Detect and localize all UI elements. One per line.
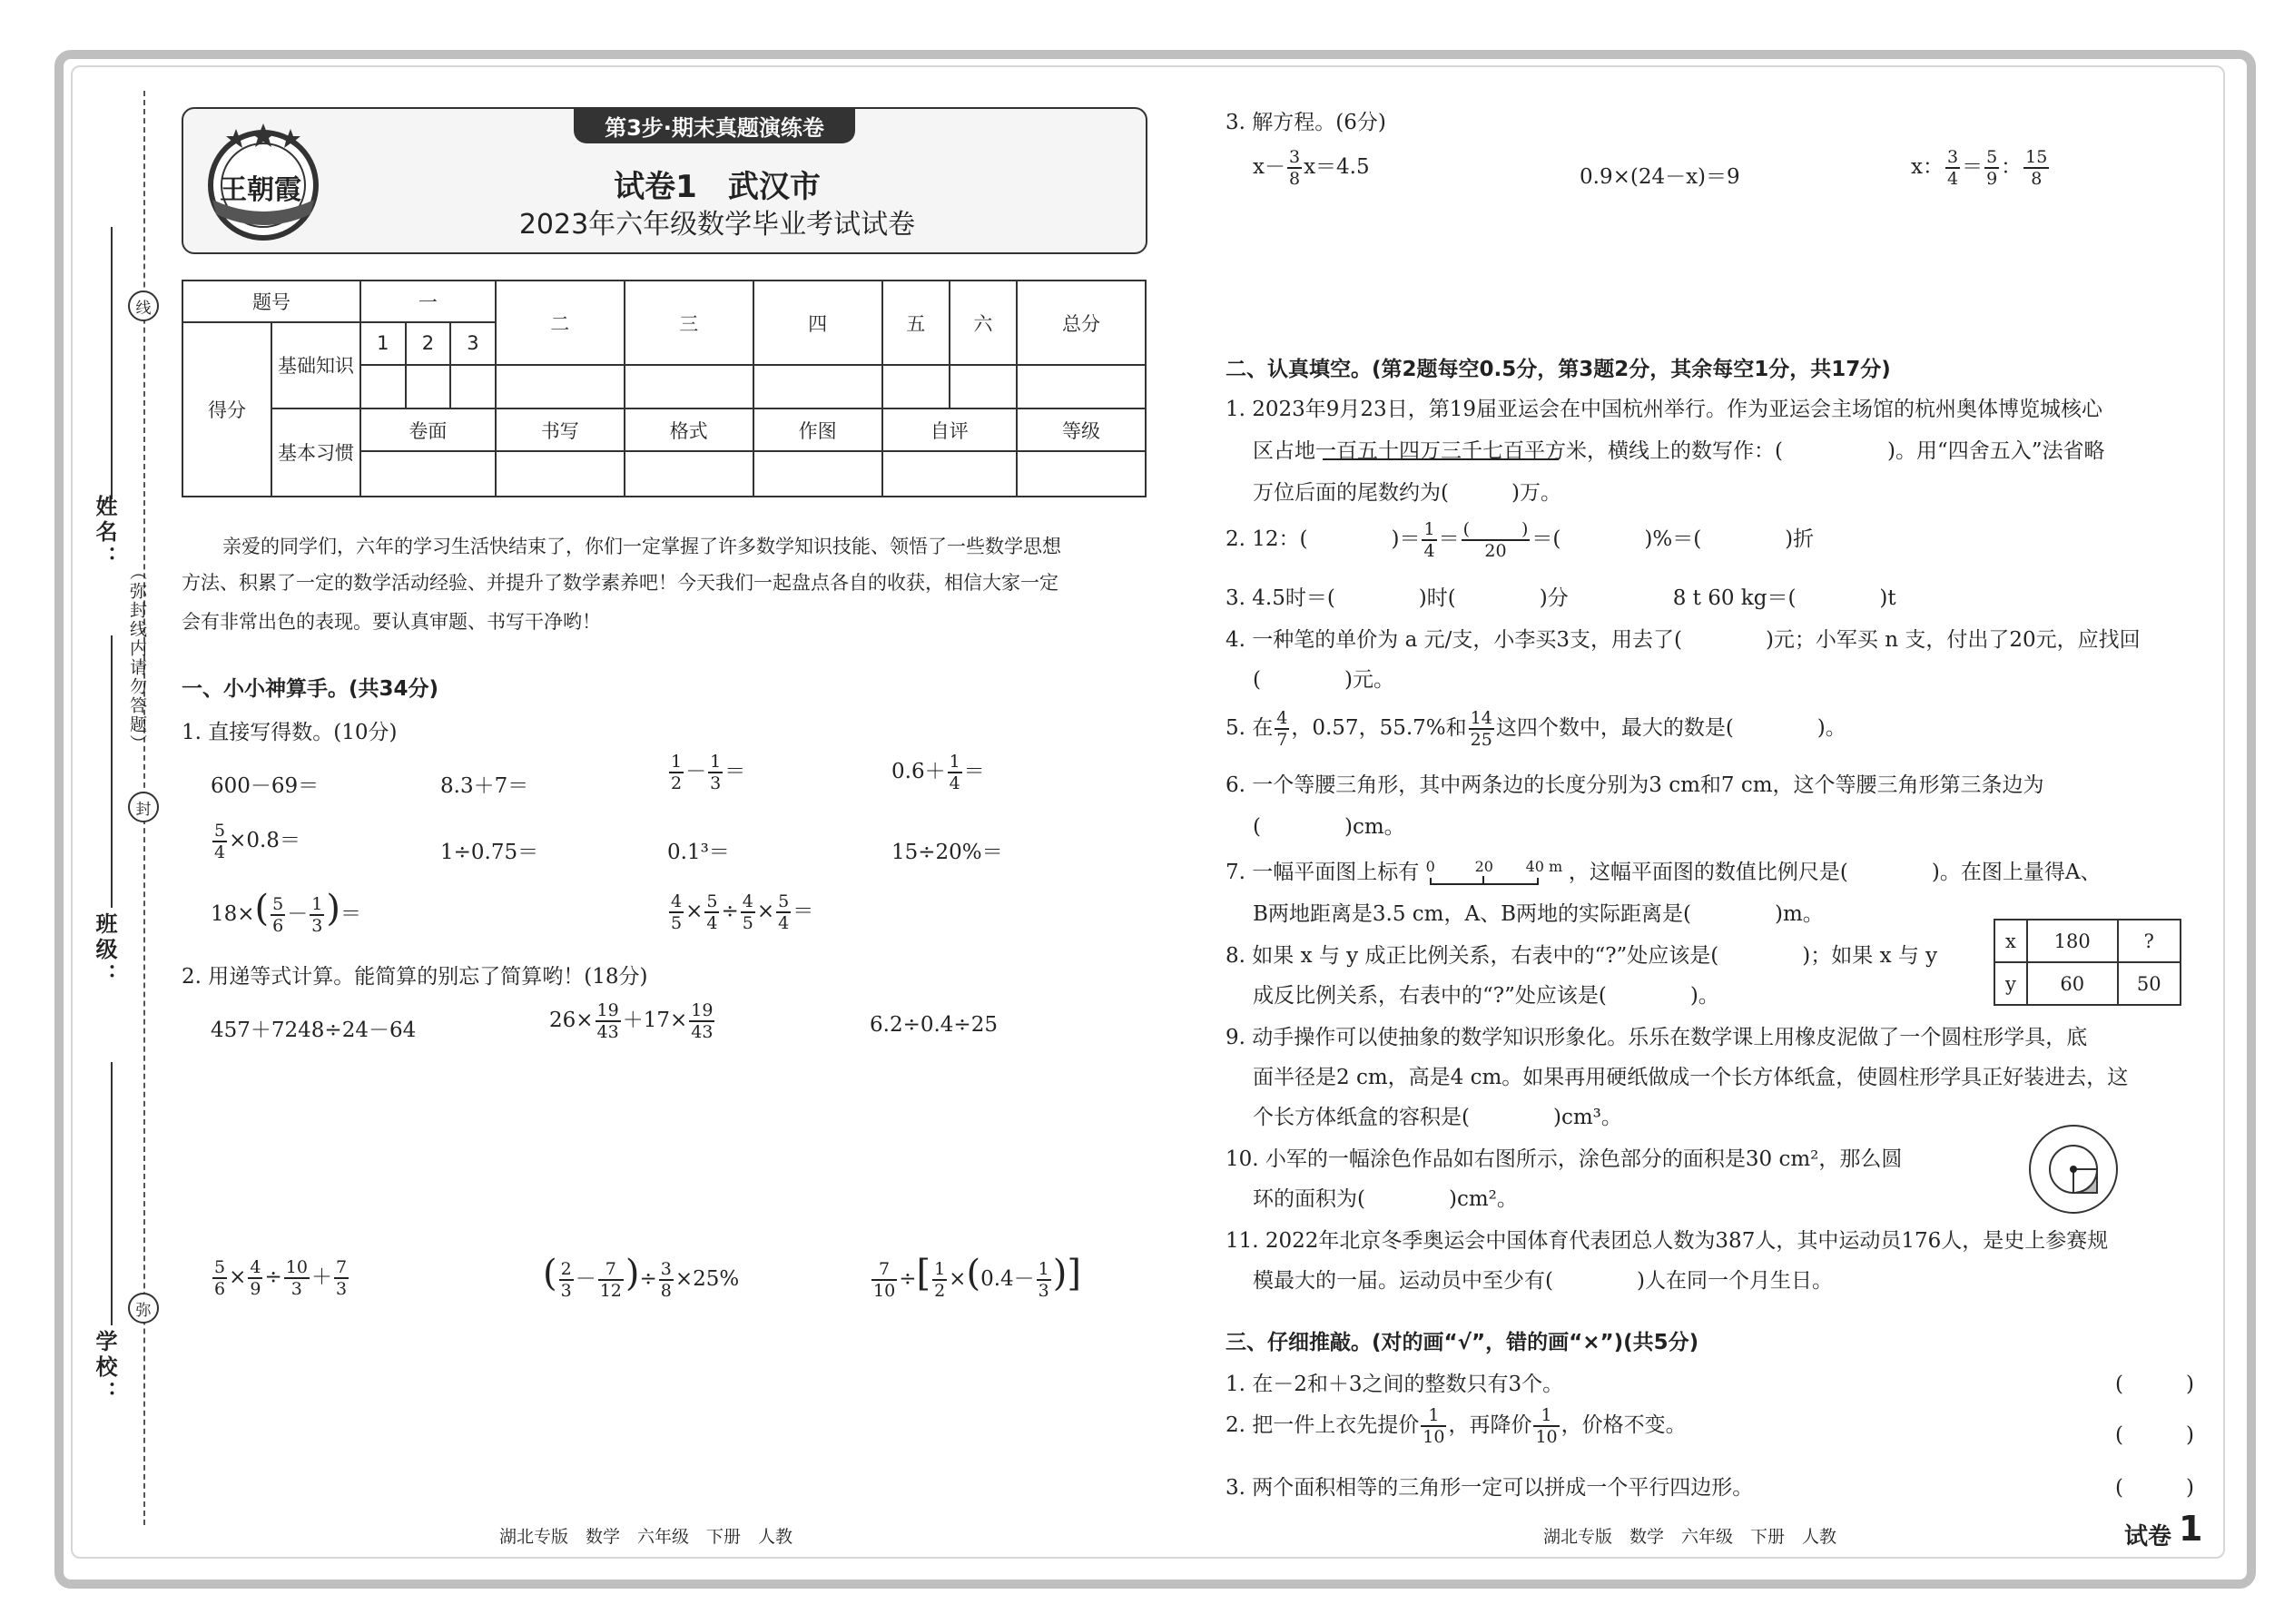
- class-label: 班级：: [92, 912, 117, 989]
- step-tag: 第3步·期末真题演练卷: [574, 107, 855, 143]
- cell-col-2: 二: [496, 281, 625, 365]
- eq-3: x： $\frac{3}{4}$ ＝ $\frac{5}{9}$ ： $\frac{15}{8}$: [1911, 147, 2048, 189]
- s1-q1-title: 1. 直接写得数。(10分): [182, 721, 398, 744]
- s2-q11-line2: 模最大的一届。运动员中至少有( )人在同一个月生日。: [1253, 1269, 1833, 1293]
- frac-7-3: $\frac{7}{3}$: [335, 1257, 348, 1299]
- school-label: 学校：: [92, 1330, 117, 1406]
- frac-5-4c: $\frac{5}{4}$: [778, 891, 790, 933]
- frac-7-12: $\frac{7}{12}$: [599, 1259, 622, 1301]
- intro-line-1: 亲爱的同学们，六年的学习生活快结束了，你们一定掌握了许多数学知识技能、领悟了一些数学思想: [222, 536, 1061, 557]
- frac-4-5b: $\frac{4}{5}$: [742, 891, 753, 933]
- score-cell[interactable]: [360, 451, 496, 497]
- s2-q2: 2. 12：( )＝ $\frac{1}{4}$ ＝ $\frac{( )}{20}$ ＝( )%＝( )折: [1226, 519, 1815, 561]
- ring-figure: [2026, 1122, 2126, 1222]
- frac-2-3: $\frac{2}{3}$: [560, 1259, 572, 1301]
- table-cell: ?: [2118, 920, 2181, 962]
- frac-5-9: $\frac{5}{9}$: [1986, 147, 1998, 189]
- s2-q4-line2: ( )元。: [1253, 668, 1394, 692]
- cell-one: 一: [360, 281, 496, 322]
- s1-q3-title: 3. 解方程。(6分): [1226, 111, 1386, 134]
- cell-col-6: 六: [950, 281, 1017, 365]
- score-cell[interactable]: [406, 365, 451, 408]
- binding-line-label: 线: [128, 290, 159, 321]
- calc2-6: $\frac{7}{10}$ ÷[ $\frac{1}{2}$ ×(0.4－ $\frac{1}{3}$ )]: [873, 1253, 1081, 1301]
- s2-q6-line2: ( )cm。: [1253, 815, 1405, 839]
- cell-tihao: 题号: [182, 281, 360, 322]
- frac-blank-20: $\frac{( )}{20}$: [1462, 519, 1529, 561]
- scale-bar: 0 20 40 m: [1426, 860, 1562, 887]
- frac-1-10b: $\frac{1}{10}$: [1535, 1405, 1558, 1447]
- frac-5-4: $\frac{5}{4}$: [214, 821, 226, 862]
- answer-paren[interactable]: ( ): [2115, 1476, 2194, 1500]
- calc2-1: 457＋7248÷24－64: [211, 1019, 417, 1042]
- cell-sub-3: 3: [450, 322, 496, 366]
- intro-line-2: 方法、积累了一定的数学活动经验、并提升了数学素养吧！今天我们一起盘点各自的收获，相信大家一定: [182, 572, 1058, 594]
- score-cell[interactable]: [450, 365, 496, 408]
- calc-4: 0.6＋ $\frac{1}{4}$ ＝: [891, 752, 985, 793]
- frac-1-3b: $\frac{1}{3}$: [311, 894, 323, 936]
- answer-paren[interactable]: ( ): [2115, 1423, 2194, 1447]
- logo-text: 王朝霞: [220, 174, 301, 206]
- frac-15-8: $\frac{15}{8}$: [2025, 147, 2048, 189]
- class-field-line[interactable]: [111, 635, 113, 908]
- table-cell: 60: [2027, 962, 2118, 1005]
- score-cell[interactable]: [496, 365, 625, 408]
- frac-5-4b: $\frac{5}{4}$: [706, 891, 718, 933]
- frac-4-7: $\frac{4}{7}$: [1276, 708, 1288, 750]
- frac-1-3: $\frac{1}{3}$: [710, 752, 722, 793]
- school-field-line[interactable]: [111, 1062, 113, 1325]
- calc2-3: 6.2÷0.4÷25: [870, 1013, 998, 1037]
- s3-q1: 1. 在－2和＋3之间的整数只有3个。: [1226, 1373, 1564, 1396]
- score-cell[interactable]: [625, 451, 753, 497]
- cell-habit-juanmian: 卷面: [360, 408, 496, 452]
- frac-1-3c: $\frac{1}{3}$: [1038, 1259, 1049, 1301]
- frac-1-10: $\frac{1}{10}$: [1423, 1405, 1445, 1447]
- s2-q8-line2: 成反比例关系，右表中的“?”处应该是( )。: [1253, 984, 1719, 1008]
- eq-1: x－ $\frac{3}{8}$ x＝4.5: [1253, 147, 1370, 189]
- score-cell[interactable]: [950, 365, 1017, 408]
- publisher-logo: [200, 118, 327, 245]
- binding-seal-label: 封: [128, 792, 159, 822]
- score-cell[interactable]: [625, 365, 753, 408]
- eq-2: 0.9×(24－x)＝9: [1580, 165, 1740, 189]
- s2-q9-line1: 9. 动手操作可以使抽象的数学知识形象化。乐乐在数学课上用橡皮泥做了一个圆柱形学具，底: [1226, 1026, 2088, 1049]
- calc2-4: $\frac{5}{6}$ × $\frac{4}{9}$ ÷ $\frac{10}{3}$ ＋ $\frac{7}{3}$: [214, 1257, 348, 1299]
- binding-mi-label: 弥: [128, 1293, 159, 1324]
- calc-10: $\frac{4}{5}$ × $\frac{5}{4}$ ÷ $\frac{4}{5}$ × $\frac{5}{4}$ ＝: [671, 891, 814, 933]
- table-cell: 50: [2118, 962, 2181, 1005]
- s2-q10-line1: 10. 小军的一幅涂色作品如右图所示，涂色部分的面积是30 cm²，那么圆: [1226, 1147, 1903, 1171]
- cell-col-5: 五: [882, 281, 950, 365]
- s2-q6-line1: 6. 一个等腰三角形，其中两条边的长度分别为3 cm和7 cm，这个等腰三角形第三条边为: [1226, 773, 2044, 797]
- binding-warning: （弥封线内请勿答题）: [127, 563, 147, 753]
- score-cell[interactable]: [753, 451, 882, 497]
- cell-habit-dengji: 等级: [1017, 408, 1146, 452]
- footer-right: 湖北专版 数学 六年级 下册 人教: [1543, 1527, 1837, 1547]
- name-field-line[interactable]: [111, 227, 113, 499]
- score-cell[interactable]: [753, 365, 882, 408]
- s2-q1-line1: 1. 2023年9月23日，第19届亚运会在中国杭州举行。作为亚运会主场馆的杭州奥体博览城核心: [1226, 398, 2102, 421]
- s2-q3: 3. 4.5时＝( )时( )分 8 t 60 kg＝( )t: [1226, 586, 1896, 610]
- s2-q1-line2: 区占地一百五十四万三千七百平方米，横线上的数写作：( )。用“四舍五入”法省略: [1253, 439, 2105, 463]
- s1-q2-title: 2. 用递等式计算。能简算的别忘了简算哟！(18分): [182, 965, 648, 989]
- s3-q2: 2. 把一件上衣先提价 $\frac{1}{10}$ ，再降价 $\frac{1}{10}$ ，价格不变。: [1226, 1405, 1687, 1447]
- exam-subtitle: 2023年六年级数学毕业考试试卷: [518, 209, 916, 241]
- s2-q7-line1: 7. 一幅平面图上标有 0 20 40 m ，这幅平面图的数值比例尺是( )。在图上量得A、: [1226, 855, 2101, 887]
- cell-habit-shuxie: 书写: [496, 408, 625, 452]
- name-label: 姓名：: [92, 495, 117, 571]
- cell-habit-zuotu: 作图: [753, 408, 882, 452]
- calc-9: 18×( $\frac{5}{6}$ － $\frac{1}{3}$ )＝: [211, 888, 361, 936]
- frac-1-2b: $\frac{1}{2}$: [934, 1259, 946, 1301]
- frac-7-10: $\frac{7}{10}$: [873, 1259, 896, 1301]
- frac-3-8: $\frac{3}{8}$: [660, 1259, 672, 1301]
- frac-1-4: $\frac{1}{4}$: [949, 752, 960, 793]
- table-cell: 180: [2027, 920, 2118, 962]
- score-cell[interactable]: [882, 365, 950, 408]
- section3-title: 三、仔细推敲。(对的画“√”，错的画“×”)(共5分): [1226, 1331, 1699, 1354]
- table-cell: y: [1994, 962, 2027, 1005]
- s2-q1-line3: 万位后面的尾数约为( )万。: [1253, 481, 1561, 505]
- calc2-2: 26× $\frac{19}{43}$ ＋17× $\frac{19}{43}$: [549, 1000, 714, 1042]
- s2-q7-line2: B两地距离是3.5 cm，A、B两地的实际距离是( )m。: [1253, 902, 1824, 926]
- s2-q9-line2: 面半径是2 cm，高是4 cm。如果再用硬纸做成一个长方体纸盒，使圆柱形学具正好装进去，这: [1253, 1066, 2129, 1089]
- calc-6: 1÷0.75＝: [440, 841, 539, 864]
- s2-q10-line2: 环的面积为( )cm²。: [1253, 1187, 1518, 1211]
- cell-jichu: 基础知识: [271, 322, 360, 408]
- frac-19-43: $\frac{19}{43}$: [596, 1000, 619, 1042]
- calc-1: 600－69＝: [211, 774, 320, 798]
- frac-5-6b: $\frac{5}{6}$: [214, 1257, 226, 1299]
- frac-14-25: $\frac{14}{25}$: [1470, 708, 1492, 750]
- intro-line-3: 会有非常出色的表现。要认真审题、书写干净哟！: [182, 611, 601, 633]
- frac-1-2: $\frac{1}{2}$: [671, 752, 683, 793]
- calc-3: $\frac{1}{2}$ － $\frac{1}{3}$ ＝: [671, 752, 746, 793]
- cell-sub-1: 1: [360, 322, 406, 366]
- score-cell[interactable]: [360, 365, 406, 408]
- calc-7: 0.1³＝: [667, 841, 730, 864]
- page-label: 试卷: [2124, 1523, 2172, 1550]
- proportion-table: [1994, 919, 2181, 1006]
- s2-q4-line1: 4. 一种笔的单价为 a 元/支，小李买3支，用去了( )元；小军买 n 支，付出了20元，应找回: [1226, 628, 2141, 652]
- cell-col-3: 三: [625, 281, 753, 365]
- s2-q8-line1: 8. 如果 x 与 y 成正比例关系，右表中的“?”处应该是( )；如果 x 与 y: [1226, 944, 1938, 968]
- table-cell: x: [1994, 920, 2027, 962]
- cell-col-total: 总分: [1017, 281, 1146, 365]
- cell-habit-ziping: 自评: [882, 408, 1017, 452]
- s2-q9-line3: 个长方体纸盒的容积是( )cm³。: [1253, 1106, 1622, 1129]
- score-cell[interactable]: [882, 451, 1017, 497]
- calc2-5: ( $\frac{2}{3}$ － $\frac{7}{12}$ )÷ $\frac{3}{8}$ ×25%: [543, 1253, 740, 1301]
- s3-q3: 3. 两个面积相等的三角形一定可以拼成一个平行四边形。: [1226, 1476, 1754, 1500]
- frac-5-6: $\frac{5}{6}$: [272, 894, 284, 936]
- section2-title: 二、认真填空。(第2题每空0.5分，第3题2分，其余每空1分，共17分): [1226, 358, 1891, 381]
- frac-4-5: $\frac{4}{5}$: [671, 891, 683, 933]
- score-table: [182, 280, 1147, 497]
- frac-1-4b: $\frac{1}{4}$: [1423, 519, 1435, 561]
- calc-8: 15÷20%＝: [891, 841, 1003, 864]
- s2-q5: 5. 在 $\frac{4}{7}$ ，0.57，55.7%和 $\frac{14}{25}$ 这四个数中，最大的数是( )。: [1226, 708, 1846, 750]
- answer-paren[interactable]: ( ): [2115, 1373, 2194, 1396]
- frac-10-3: $\frac{10}{3}$: [285, 1257, 308, 1299]
- score-cell[interactable]: [1017, 365, 1146, 408]
- frac-3-8b: $\frac{3}{8}$: [1288, 147, 1301, 189]
- cell-habit-geshi: 格式: [625, 408, 753, 452]
- frac-3-4: $\frac{3}{4}$: [1946, 147, 1959, 189]
- cell-col-4: 四: [753, 281, 882, 365]
- page-number: 1: [2179, 1509, 2203, 1549]
- frac-4-9: $\frac{4}{9}$: [250, 1257, 261, 1299]
- q1-underline: [1323, 458, 1559, 460]
- s2-q11-line1: 11. 2022年北京冬季奥运会中国体育代表团总人数为387人，其中运动员176人，是史上参赛规: [1226, 1229, 2109, 1253]
- frac-19-43b: $\frac{19}{43}$: [691, 1000, 714, 1042]
- cell-jiben: 基本习惯: [271, 408, 360, 497]
- section1-title: 一、小小神算手。(共34分): [182, 677, 439, 701]
- score-cell[interactable]: [496, 451, 625, 497]
- calc-5: $\frac{5}{4}$ ×0.8＝: [214, 821, 300, 862]
- cell-sub-2: 2: [406, 322, 451, 366]
- exam-title: 试卷1 武汉市: [614, 169, 821, 205]
- cell-defen: 得分: [182, 322, 271, 497]
- footer-left: 湖北专版 数学 六年级 下册 人教: [499, 1527, 793, 1547]
- calc-2: 8.3＋7＝: [440, 774, 529, 798]
- score-cell[interactable]: [1017, 451, 1146, 497]
